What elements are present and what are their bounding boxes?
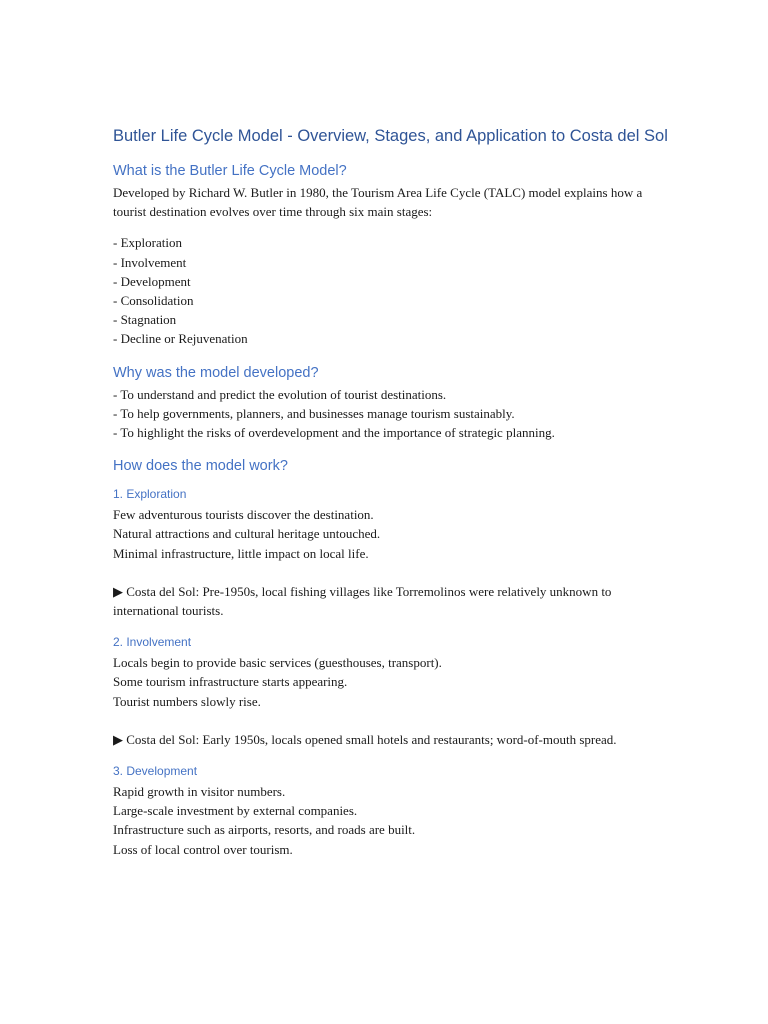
document-title: Butler Life Cycle Model - Overview, Stages, and Application to Costa del Sol [113, 127, 668, 145]
stage-line: Rapid growth in visitor numbers. [113, 784, 286, 800]
list-item: - To highlight the risks of overdevelopment and the importance of strategic planning. [113, 425, 555, 441]
list-item: - Decline or Rejuvenation [113, 331, 248, 347]
list-item: - Development [113, 273, 191, 289]
stage-list [113, 233, 668, 348]
list-item: - To understand and predict the evolution of tourist destinations. [113, 386, 447, 402]
stage-line: Large-scale investment by external companies. [113, 803, 358, 819]
spacer [113, 221, 668, 233]
stage-heading-exploration: 1. Exploration [113, 487, 187, 502]
stage-line: Tourist numbers slowly rise. [113, 693, 261, 709]
list-item: - To help governments, planners, and businesses manage tourism sustainably. [113, 405, 515, 421]
stage-heading-involvement: 2. Involvement [113, 635, 192, 650]
why-list [113, 385, 668, 443]
spacer [113, 478, 668, 486]
costa-del-sol-example: ▶ Costa del Sol: Early 1950s, locals opened small hotels and restaurants; word-of-mouth spread. [113, 731, 617, 747]
spacer [113, 620, 668, 634]
list-item: - Exploration [113, 235, 182, 251]
stage-line: Locals begin to provide basic services (guesthouses, transport). [113, 655, 442, 671]
heading-how: How does the model work? [113, 458, 288, 475]
heading-what-is: What is the Butler Life Cycle Model? [113, 163, 347, 179]
costa-del-sol-example: ▶ Costa del Sol: Pre-1950s, local fishing villages like Torremolinos were relatively unknown to international tourists. [113, 583, 615, 619]
stage-line: Minimal infrastructure, little impact on local life. [113, 545, 369, 561]
stage-line: Loss of local control over tourism. [113, 841, 293, 857]
stage-line: Some tourism infrastructure starts appearing. [113, 674, 348, 690]
spacer [113, 563, 668, 582]
spacer [113, 711, 668, 730]
spacer [113, 349, 668, 363]
document-page [113, 124, 668, 859]
intro-paragraph: Developed by Richard W. Butler in 1980, the Tourism Area Life Cycle (TALC) model explains how a tourist destination evolves over time through six main stages: [113, 185, 646, 220]
list-item: - Stagnation [113, 312, 177, 328]
heading-why: Why was the model developed? [113, 364, 319, 381]
stage-line: Infrastructure such as airports, resorts, and roads are built. [113, 822, 416, 838]
stage-line: Few adventurous tourists discover the destination. [113, 507, 374, 523]
spacer [113, 442, 668, 456]
list-item: - Involvement [113, 254, 187, 270]
stage-heading-development: 3. Development [113, 764, 198, 779]
spacer [113, 749, 668, 763]
list-item: - Consolidation [113, 293, 194, 309]
stage-line: Natural attractions and cultural heritage untouched. [113, 526, 381, 542]
